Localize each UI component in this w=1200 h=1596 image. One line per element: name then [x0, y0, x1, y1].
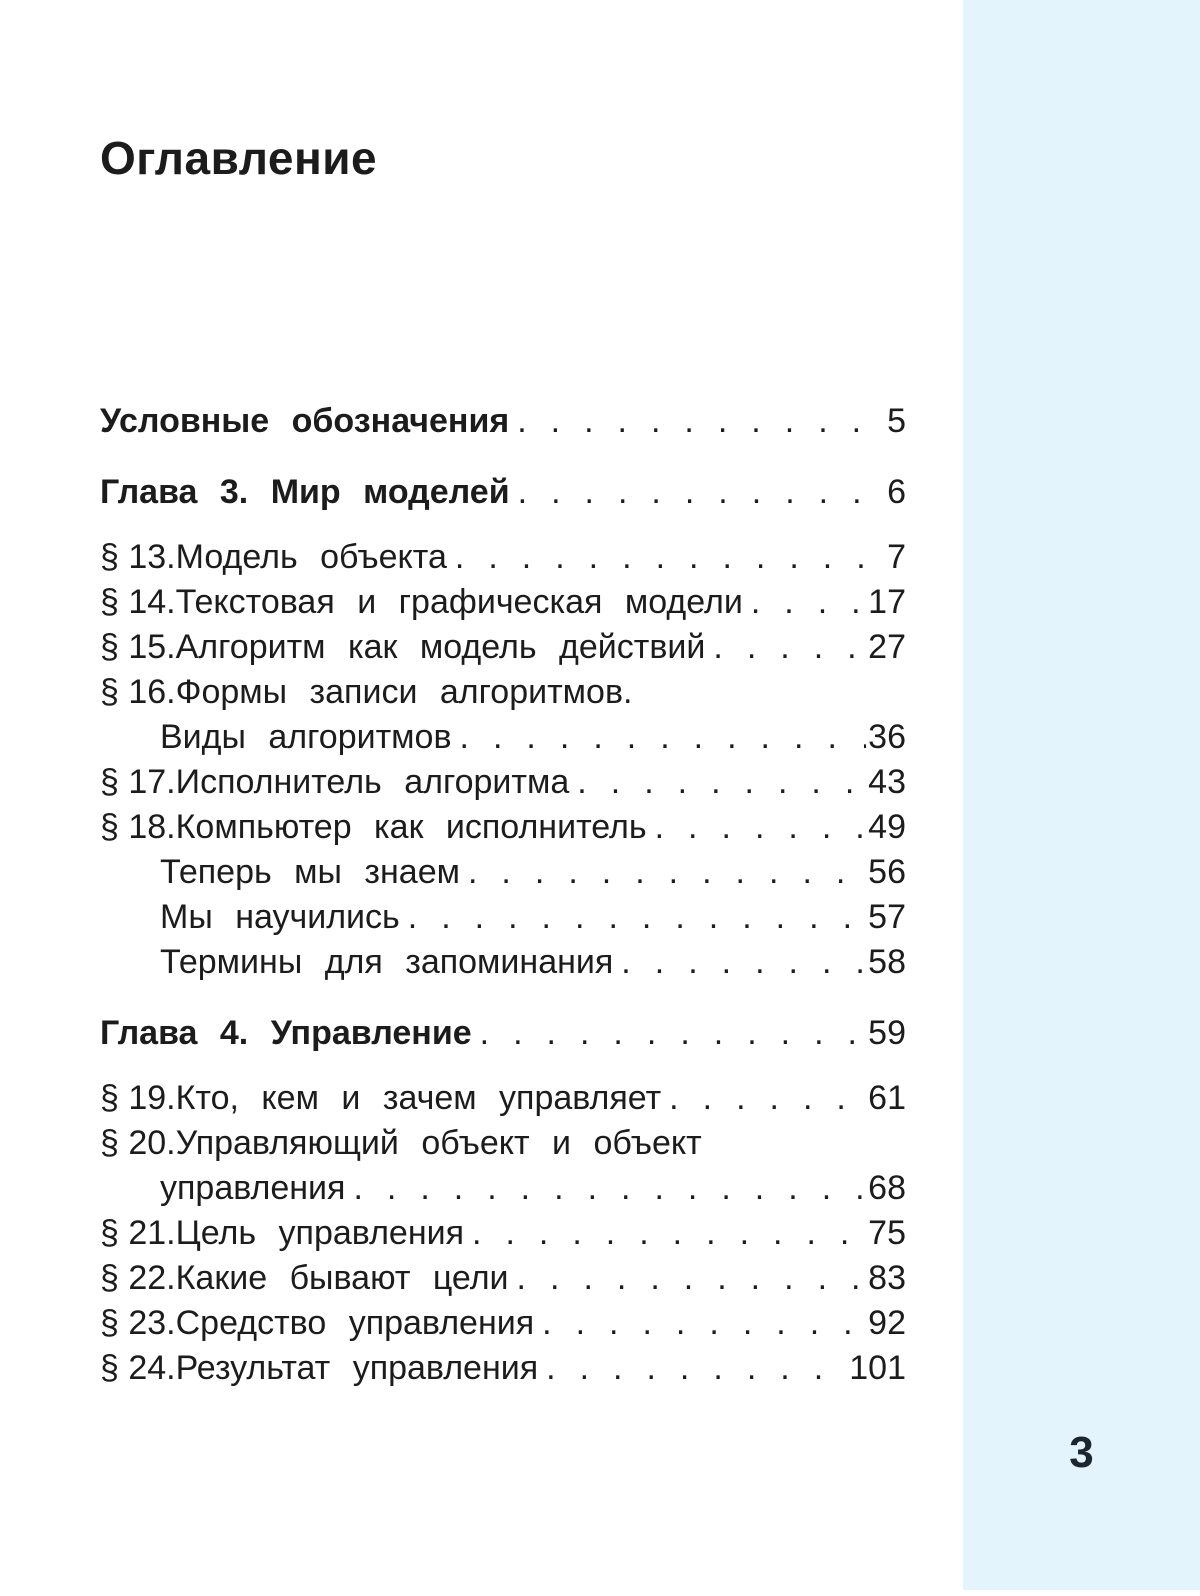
toc-entry-page: 56	[868, 853, 906, 891]
toc-entry-page: 57	[868, 898, 906, 936]
toc-entry-title: Алгоритм как модель действий	[175, 628, 706, 666]
toc-entry	[100, 399, 906, 444]
toc-entry-page: 92	[868, 1304, 906, 1342]
toc-entry	[100, 670, 906, 715]
toc-entry-title: Исполнитель алгоритма	[175, 763, 570, 801]
toc-entry-title: Глава 4. Управление	[100, 1014, 472, 1052]
toc-entry-number: § 23.	[100, 1304, 176, 1342]
toc-entry-page: 49	[868, 808, 906, 846]
toc-dot-leader	[468, 850, 866, 895]
toc-entry	[100, 895, 906, 940]
toc-entry-page: 75	[868, 1214, 906, 1252]
toc-entry-page: 5	[887, 402, 906, 440]
toc-entry-page: 59	[868, 1014, 906, 1052]
toc-dot-leader	[751, 580, 866, 625]
toc-entry	[100, 1166, 906, 1211]
toc-entry	[100, 1211, 906, 1256]
toc-entry	[100, 805, 906, 850]
toc-dot-leader	[655, 805, 867, 850]
toc-entry-page: 27	[868, 628, 906, 666]
toc-entry-page: 17	[868, 583, 906, 621]
toc-dot-leader	[577, 760, 866, 805]
toc-entry-page: 83	[868, 1259, 906, 1297]
toc-entry	[100, 1076, 906, 1121]
toc-entry-number: § 21.	[100, 1214, 176, 1252]
toc-dot-leader	[353, 1166, 866, 1211]
toc-entry-title: Теперь мы знаем	[160, 853, 460, 891]
toc-content	[100, 0, 906, 1391]
toc-entry	[100, 580, 906, 625]
toc-entry-number: § 22.	[100, 1259, 176, 1297]
toc-entry-number: § 20.	[100, 1124, 176, 1162]
toc-dot-leader	[460, 715, 867, 760]
toc-entry	[100, 715, 906, 760]
toc-dot-leader	[621, 940, 866, 985]
toc-entry-number: § 19.	[100, 1079, 176, 1117]
toc-entry-page: 36	[868, 718, 906, 756]
toc-entry-page: 7	[887, 538, 906, 576]
toc-entry-page: 58	[868, 943, 906, 981]
toc-entry	[100, 1011, 906, 1056]
toc-dot-leader	[518, 470, 885, 515]
toc-entry-title: управления	[160, 1169, 346, 1207]
toc-entry-title: Условные обозначения	[100, 402, 510, 440]
toc-entry-number: § 15.	[100, 628, 176, 666]
toc-entry-title: Компьютер как исполнитель	[175, 808, 647, 846]
toc-dot-leader	[408, 895, 866, 940]
toc-entry	[100, 1301, 906, 1346]
page-number: 3	[1069, 1428, 1094, 1477]
toc-entry	[100, 625, 906, 670]
page-title: Оглавление	[100, 132, 378, 184]
toc-entry-title: Текстовая и графическая модели	[175, 583, 743, 621]
toc-entry	[100, 850, 906, 895]
toc-entry-title: Глава 3. Мир моделей	[100, 473, 510, 511]
toc-entry-title: Какие бывают цели	[175, 1259, 509, 1297]
toc-entry-number: § 24.	[100, 1349, 176, 1387]
toc-entry-page: 101	[849, 1349, 906, 1387]
toc-entry	[100, 535, 906, 580]
toc-entry	[100, 1121, 906, 1166]
toc-entry-number: § 14.	[100, 583, 176, 621]
toc-entry-title: Мы научились	[160, 898, 400, 936]
toc-entry-page: 6	[887, 473, 906, 511]
toc-entry-page: 68	[868, 1169, 906, 1207]
toc-entry	[100, 760, 906, 805]
toc-entry	[100, 940, 906, 985]
toc-entry-title: Средство управления	[175, 1304, 535, 1342]
sidebar-stripe	[963, 0, 1200, 1590]
toc-entry-number: § 17.	[100, 763, 176, 801]
toc-entry-title: Виды алгоритмов	[160, 718, 452, 756]
toc-entry-number: § 13.	[100, 538, 176, 576]
toc-entry-title: Цель управления	[175, 1214, 464, 1252]
toc-dot-leader	[480, 1011, 867, 1056]
toc-entry-title: Кто, кем и зачем управляет	[175, 1079, 662, 1117]
toc-dot-leader	[517, 1256, 867, 1301]
toc-dot-leader	[713, 625, 866, 670]
toc-entry-page: 43	[868, 763, 906, 801]
toc-entry	[100, 1346, 906, 1391]
toc-dot-leader	[517, 399, 885, 444]
toc-dot-leader	[455, 535, 885, 580]
toc-entry-number: § 18.	[100, 808, 176, 846]
toc-dot-leader	[669, 1076, 866, 1121]
toc-entry-title: Результат управления	[175, 1349, 539, 1387]
toc-entry-title: Модель объекта	[175, 538, 447, 576]
toc-list	[100, 399, 906, 1391]
toc-entry	[100, 470, 906, 515]
toc-dot-leader	[472, 1211, 866, 1256]
toc-entry	[100, 1256, 906, 1301]
toc-dot-leader	[542, 1301, 866, 1346]
toc-entry-number: § 16.	[100, 673, 176, 711]
toc-entry-title: Управляющий объект и объект	[175, 1124, 702, 1162]
toc-dot-leader	[546, 1346, 847, 1391]
toc-entry-title: Формы записи алгоритмов.	[175, 673, 633, 711]
toc-entry-page: 61	[868, 1079, 906, 1117]
toc-entry-title: Термины для запоминания	[160, 943, 614, 981]
